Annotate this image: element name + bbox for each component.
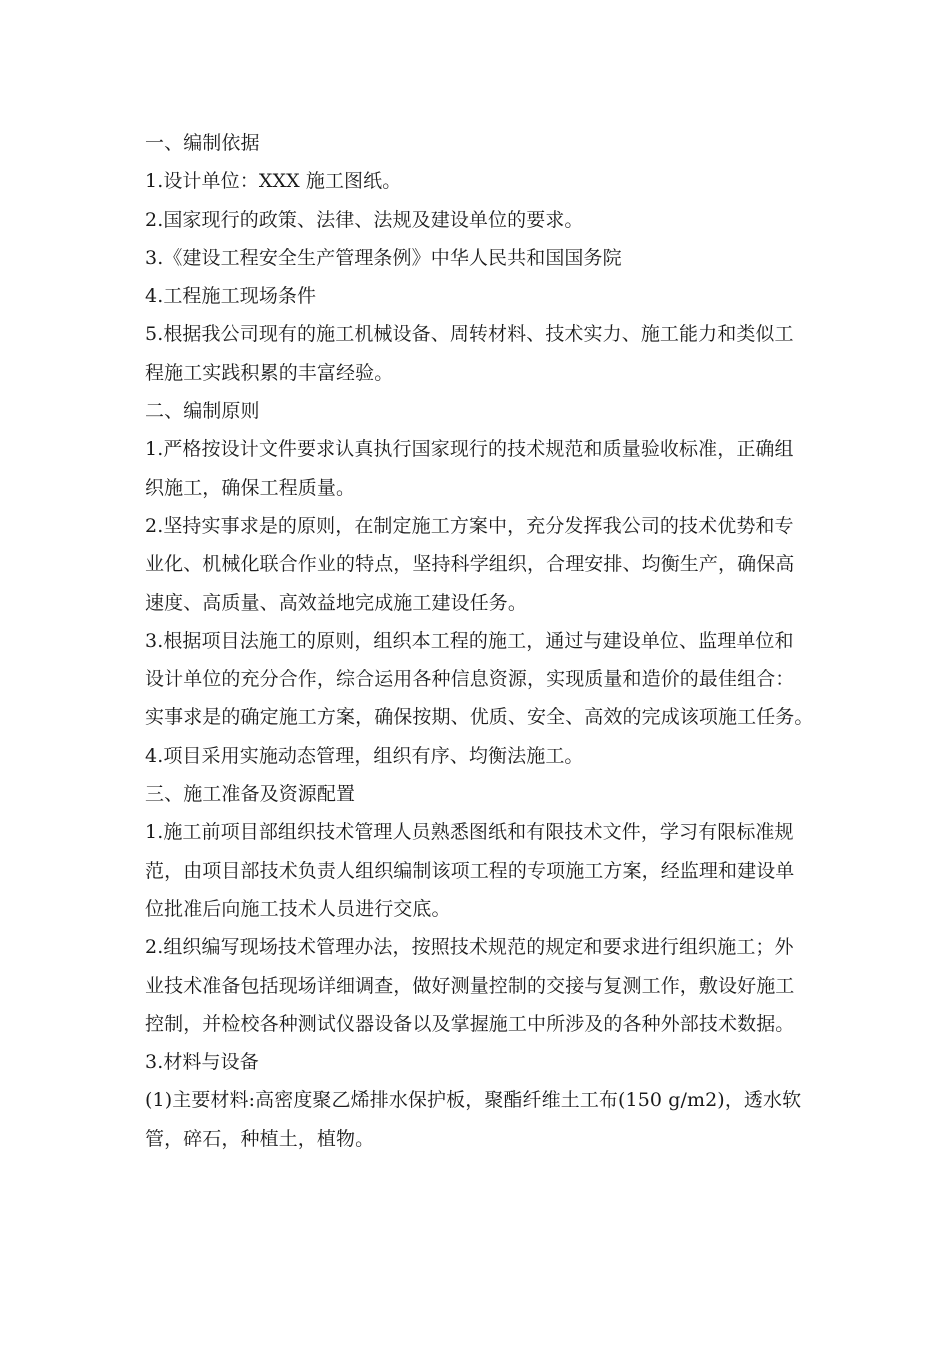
text-line: 2.组织编写现场技术管理办法，按照技术规范的规定和要求进行组织施工；外 (145, 936, 794, 959)
text-line: 3.材料与设备 (145, 1051, 259, 1074)
text-line: 2.国家现行的政策、法律、法规及建设单位的要求。 (145, 208, 584, 231)
text-line: 4.项目采用实施动态管理，组织有序、均衡法施工。 (145, 744, 584, 767)
document-body (145, 124, 814, 1158)
text-line: 2.坚持实事求是的原则，在制定施工方案中，充分发挥我公司的技术优势和专 (145, 514, 794, 537)
text-line: 3.《建设工程安全生产管理条例》中华人民共和国国务院 (145, 246, 622, 269)
text-line: 管，碎石，种植土，植物。 (145, 1127, 375, 1150)
text-line: 业技术准备包括现场详细调查，做好测量控制的交接与复测工作，敷设好施工 (145, 974, 795, 997)
text-line: 5.根据我公司现有的施工机械设备、周转材料、技术实力、施工能力和类似工 (145, 323, 794, 346)
text-line: 设计单位的充分合作，综合运用各种信息资源，实现质量和造价的最佳组合： (145, 668, 795, 691)
section-heading-principles: 二、编制原则 (145, 400, 260, 423)
text-line: 速度、高质量、高效益地完成施工建设任务。 (145, 591, 528, 614)
text-line: 3.根据项目法施工的原则，组织本工程的施工，通过与建设单位、监理单位和 (145, 629, 794, 652)
text-line: 位批准后向施工技术人员进行交底。 (145, 897, 451, 920)
section-heading-basis: 一、编制依据 (145, 132, 260, 154)
text-line: 4.工程施工现场条件 (145, 285, 317, 308)
text-line: 1.严格按设计文件要求认真执行国家现行的技术规范和质量验收标准，正确组 (145, 438, 794, 461)
text-line: 程施工实践积累的丰富经验。 (145, 361, 394, 384)
text-line: 1.设计单位：XXX 施工图纸。 (145, 170, 402, 193)
text-line: 实事求是的确定施工方案，确保按期、优质、安全、高效的完成该项施工任务。 (145, 706, 814, 729)
text-line: 范，由项目部技术负责人组织编制该项工程的专项施工方案，经监理和建设单 (145, 859, 795, 882)
section-heading-preparation: 三、施工准备及资源配置 (145, 783, 356, 806)
text-line: 1.施工前项目部组织技术管理人员熟悉图纸和有限技术文件，学习有限标准规 (145, 821, 794, 844)
text-line: 业化、机械化联合作业的特点，坚持科学组织，合理安排、均衡生产，确保高 (145, 553, 795, 576)
text-line: 织施工，确保工程质量。 (145, 476, 356, 499)
text-line: 控制，并检校各种测试仪器设备以及掌握施工中所涉及的各种外部技术数据。 (145, 1012, 795, 1035)
text-line: (1)主要材料:高密度聚乙烯排水保护板，聚酯纤维土工布(150 g/m2)，透水软 (145, 1089, 802, 1112)
